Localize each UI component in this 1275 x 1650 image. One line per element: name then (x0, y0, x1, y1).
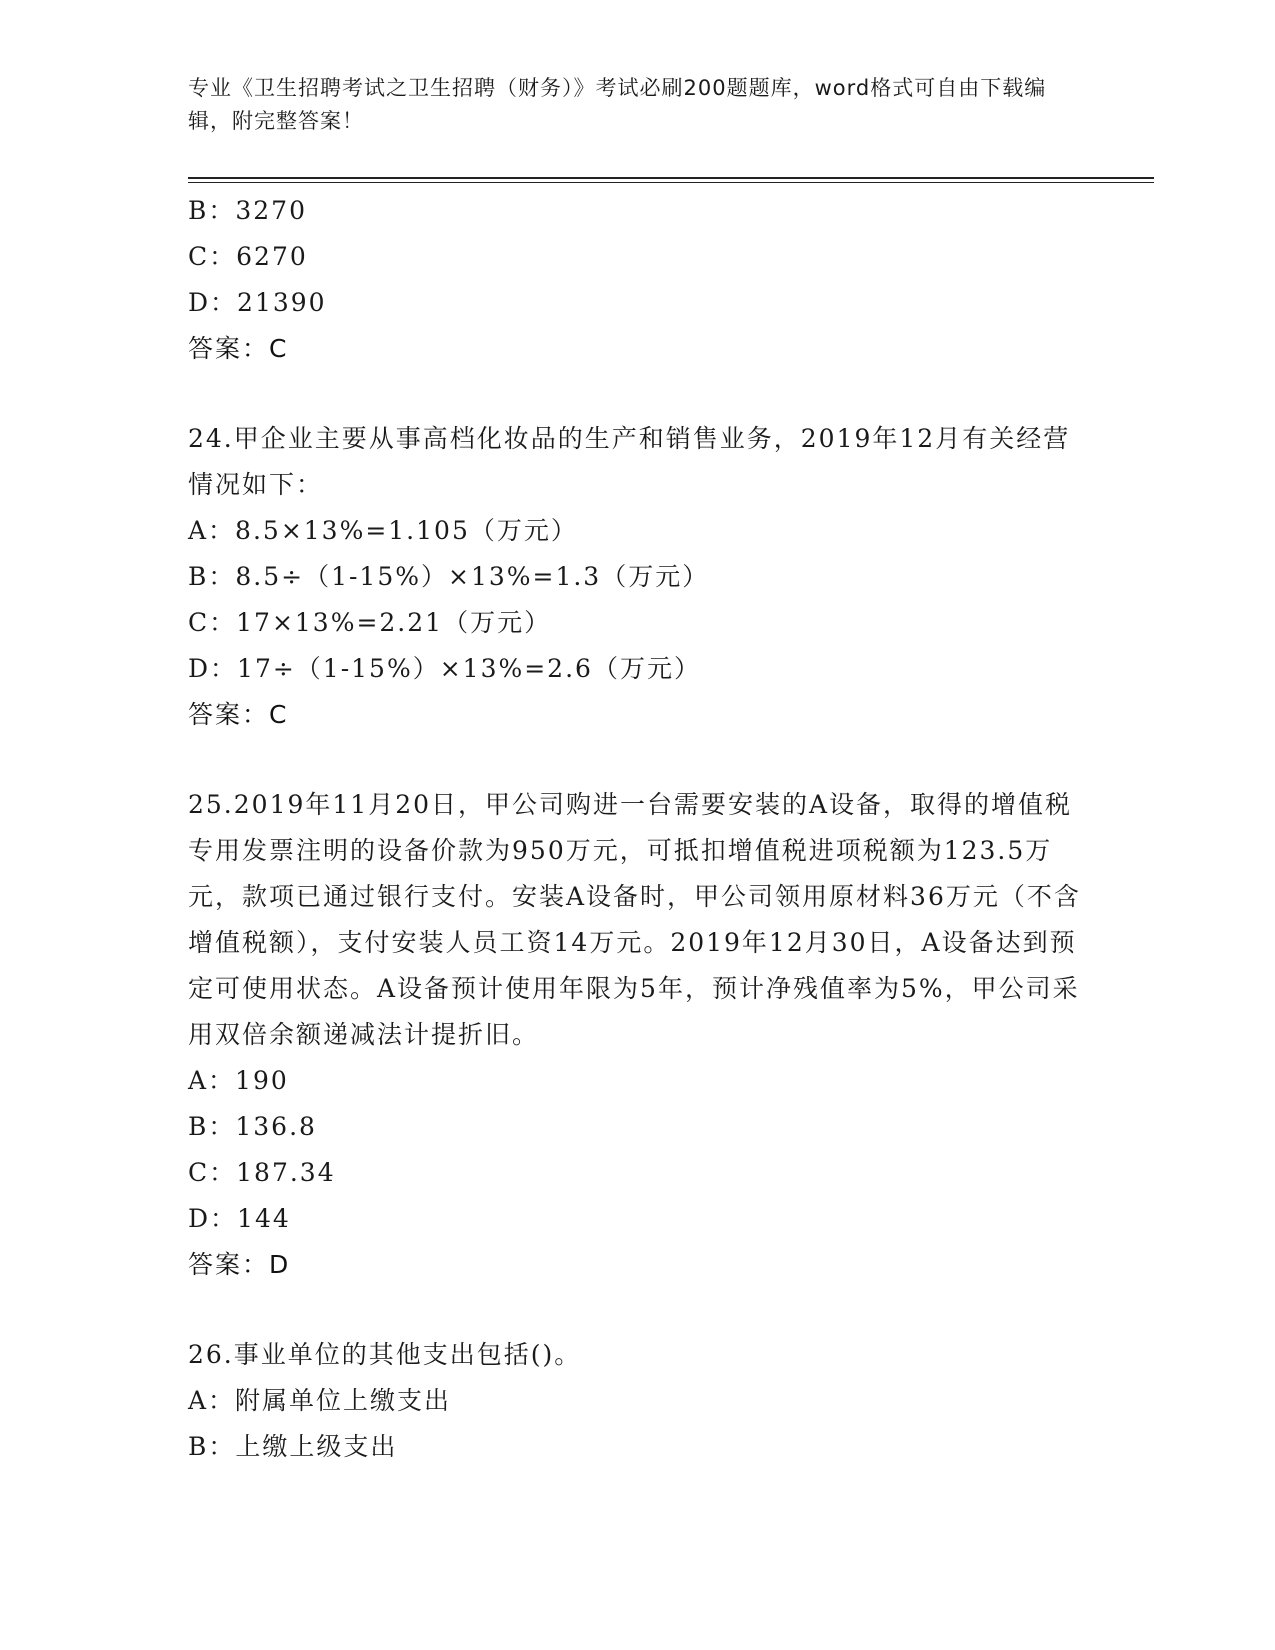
spacer (188, 738, 1088, 782)
option-d: D：144 (188, 1204, 291, 1233)
option-a: A：8.5×13%=1.105（万元） (188, 516, 578, 545)
answer-label: 答案：C (188, 700, 289, 729)
question-list (188, 188, 1088, 1470)
answer-label: 答案：C (188, 334, 289, 363)
option-c: C：187.34 (188, 1158, 336, 1187)
question-25 (188, 782, 1088, 1288)
question-26 (188, 1332, 1088, 1470)
option-b: B：上缴上级支出 (188, 1432, 398, 1461)
option-b: B：3270 (188, 196, 307, 225)
question-stem: 26.事业单位的其他支出包括()。 (188, 1340, 582, 1369)
question-24 (188, 416, 1088, 738)
option-b: B：136.8 (188, 1112, 317, 1141)
question-23 (188, 188, 1088, 372)
spacer (188, 372, 1088, 416)
question-stem: 25.2019年11月20日，甲公司购进一台需要安装的A设备，取得的增值税专用发票注明的设备价款为950万元，可抵扣增值税进项税额为123.5万元，款项已通过银行支付。安装A设备时，甲公司领用原材料36万元（不含增值税额），支付安装人员工资14万元。2019年12月30日，A设备达到预定可使用状态。A设备预计使用年限为5年，预计净残值率为5%，甲公司采用双倍余额递减法计提折旧。 (188, 790, 1081, 1049)
option-c: C：17×13%=2.21（万元） (188, 608, 552, 637)
option-d: D：21390 (188, 288, 327, 317)
header-divider-thin (188, 182, 1154, 183)
question-stem: 24.甲企业主要从事高档化妆品的生产和销售业务，2019年12月有关经营情况如下： (188, 424, 1071, 499)
option-d: D：17÷（1-15%）×13%=2.6（万元） (188, 654, 701, 683)
spacer (188, 1288, 1088, 1332)
option-a: A：190 (188, 1066, 289, 1095)
option-c: C：6270 (188, 242, 308, 271)
option-b: B：8.5÷（1-15%）×13%=1.3（万元） (188, 562, 710, 591)
header-divider (188, 177, 1154, 179)
option-a: A：附属单位上缴支出 (188, 1386, 452, 1415)
document-header: 专业《卫生招聘考试之卫生招聘（财务）》考试必刷200题题库，word格式可自由下载编辑，附完整答案！ (188, 76, 1047, 133)
answer-label: 答案：D (188, 1250, 291, 1279)
